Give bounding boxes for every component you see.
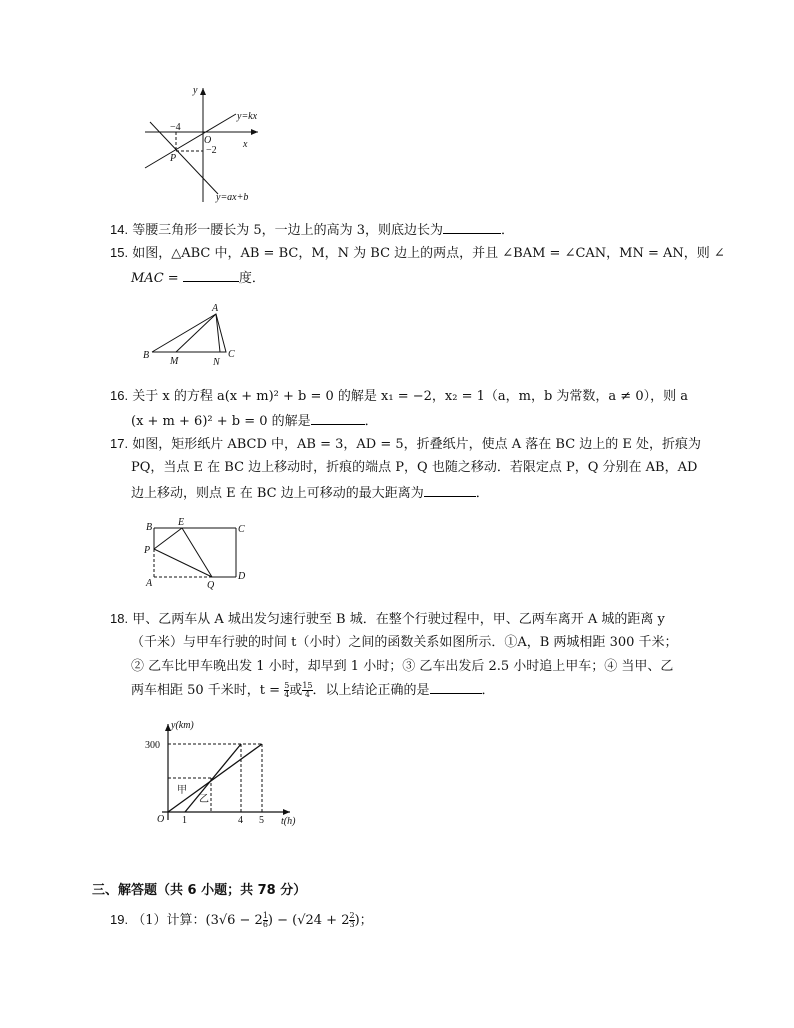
q17-label-b: B — [146, 522, 153, 533]
question-text: 如图，矩形纸片 ABCD 中，AB = 3，AD = 5，折叠纸片，使点 A 落在 BC 边上的 E 处，折痕为 — [132, 437, 702, 452]
q13-neg4-label: −4 — [170, 122, 181, 133]
figure-q15-triangle — [140, 302, 245, 368]
q18-y-axis-label: y(km) — [171, 720, 194, 731]
question-number: 19. — [110, 912, 129, 927]
expression: )； — [354, 913, 373, 928]
q15-label-c: C — [228, 349, 235, 360]
q18-xtick-1: 1 — [182, 815, 187, 826]
q18-ytick-300: 300 — [145, 740, 160, 751]
question-text: 或 — [289, 683, 303, 698]
question-part: （1）计算： — [132, 913, 206, 928]
q13-neg2-label: −2 — [206, 145, 217, 156]
question-15-line-2 — [131, 269, 265, 287]
question-text: ．以上结论正确的是 — [312, 683, 430, 698]
numerator: 2 — [349, 911, 355, 920]
q13-y-axis-label: y — [193, 85, 198, 96]
q17-label-a: A — [146, 578, 153, 589]
q13-x-axis-label: x — [243, 139, 248, 150]
q17-label-q: Q — [207, 580, 215, 590]
question-text: 度． — [238, 271, 265, 286]
question-number: 18. — [110, 611, 129, 626]
q15-label-a: A — [212, 303, 219, 314]
numerator: 1 — [262, 911, 268, 920]
answer-blank[interactable] — [424, 484, 476, 497]
question-text: 边上移动，则点 E 在 BC 边上可移动的最大距离为 — [131, 486, 424, 501]
figure-q18-chart — [140, 716, 305, 828]
q13-point-p-label: P — [170, 153, 177, 164]
question-number: 15. — [110, 245, 129, 260]
question-15-line-1 — [110, 245, 725, 262]
question-19 — [110, 909, 373, 932]
q15-label-n: N — [213, 357, 220, 368]
question-text: PQ，当点 E 在 BC 边上移动时，折痕的端点 P，Q 也随之移动．若限定点 P，Q 分别在 AB，AD — [131, 460, 698, 475]
figure-q13-graph — [140, 84, 270, 204]
q15-label-b: B — [143, 350, 150, 361]
q18-yi-label: 乙 — [199, 794, 209, 805]
q18-x-axis-label: t(h) — [281, 816, 296, 827]
question-text: 两车相距 50 千米时，t = — [131, 683, 281, 698]
q17-label-p: P — [144, 545, 151, 556]
question-number: 17. — [110, 436, 129, 451]
question-18-line-3 — [131, 659, 673, 675]
question-text: 关于 x 的方程 a(x + m)² + b = 0 的解是 x₁ = −2，x₂ = 1（a，m，b 为常数，a ≠ 0），则 a — [132, 389, 688, 404]
question-text: 等腰三角形一腰长为 5，一边上的高为 3，则底边长为 — [132, 223, 444, 238]
fraction-15-4 — [302, 682, 312, 699]
punctuation: ． — [501, 223, 515, 238]
q17-label-d: D — [238, 571, 246, 582]
question-number: 16. — [110, 388, 129, 403]
q13-ykx-label: y=kx — [237, 111, 258, 122]
q17-label-c: C — [238, 524, 245, 535]
denominator: 4 — [284, 690, 290, 699]
question-text: ② 乙车比甲车晚出发 1 小时，却早到 1 小时；③ 乙车出发后 2.5 小时追上甲车；④ 当甲、乙 — [131, 659, 674, 674]
question-16-line-2 — [131, 412, 378, 430]
question-text: ． — [481, 683, 495, 698]
question-text: ． — [364, 414, 378, 429]
denominator: 3 — [349, 920, 355, 929]
q18-jia-label: 甲 — [177, 785, 187, 796]
question-text: (x + m + 6)² + b = 0 的解是 — [131, 414, 311, 429]
q13-origin-label: O — [204, 135, 212, 146]
question-text: （千米）与甲车行驶的时间 t（小时）之间的函数关系如图所示．①A，B 两城相距 300 千米； — [131, 635, 678, 650]
numerator: 15 — [302, 681, 313, 690]
question-text: 如图，△ABC 中，AB = BC，M，N 为 BC 边上的两点，并且 ∠BAM = ∠CAN，MN = AN，则 ∠ — [132, 246, 725, 261]
answer-blank[interactable] — [430, 681, 482, 694]
answer-blank[interactable] — [311, 412, 365, 425]
question-18-line-4 — [131, 681, 495, 701]
q18-xtick-5: 5 — [259, 815, 264, 826]
question-14 — [110, 221, 514, 239]
q17-label-e: E — [178, 517, 185, 528]
question-17-line-2 — [131, 460, 697, 476]
q18-xtick-4: 4 — [238, 815, 243, 826]
denominator: 6 — [262, 920, 268, 929]
q18-origin-label: O — [157, 814, 165, 825]
question-number: 14. — [110, 222, 129, 237]
question-text: MAC = — [131, 271, 179, 286]
denominator: 4 — [302, 690, 312, 699]
question-17-line-1 — [110, 436, 701, 453]
answer-blank[interactable] — [183, 269, 239, 282]
question-16-line-1 — [110, 388, 688, 405]
question-18-line-2 — [131, 635, 678, 651]
expression: ) − (√24 + 2 — [267, 913, 350, 928]
question-18-line-1 — [110, 611, 665, 628]
expression: (3√6 − 2 — [205, 913, 263, 928]
section-heading: 三、解答题（共 6 小题；共 78 分） — [92, 883, 307, 898]
question-text: 甲、乙两车从 A 城出发匀速行驶至 B 城．在整个行驶过程中，甲、乙两车离开 A 城的距离 y — [132, 612, 665, 627]
answer-blank[interactable] — [443, 221, 501, 234]
q15-label-m: M — [170, 356, 179, 367]
question-text: ． — [475, 486, 489, 501]
q13-yaxb-label: y=ax+b — [216, 192, 249, 203]
numerator: 5 — [284, 681, 290, 690]
question-17-line-3 — [131, 484, 489, 502]
figure-q17-rectangle — [140, 514, 255, 590]
